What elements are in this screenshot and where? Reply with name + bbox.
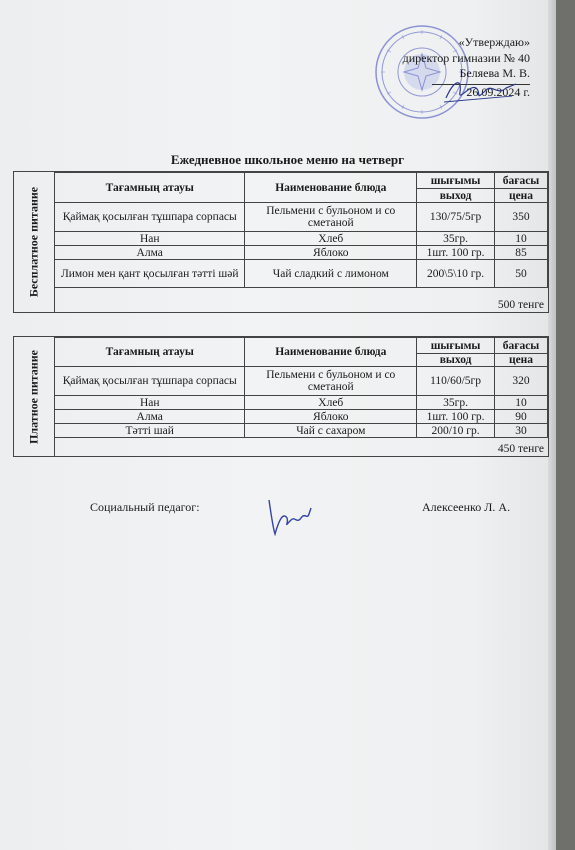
paid-meal-table [54,337,548,438]
header-price-ru: цена [495,354,548,367]
table-row: Нан Хлеб 35гр. 10 [55,232,548,246]
menu-title: Ежедневное школьное меню на четверг [170,152,405,167]
pedagogue-signature [265,494,315,538]
free-meal-table [54,172,548,288]
approval-date: 26.09.2024 г. [432,84,530,101]
header-yield-ru: выход [417,189,495,203]
director-signature [440,74,520,108]
header-price-kz: бағасы [495,338,548,354]
approval-person: Беляева М. В. [459,66,530,80]
paid-meal-section [13,336,549,457]
page-edge-shadow [548,0,556,850]
table-row: Алма Яблоко 1шт. 100 гр. 90 [55,410,548,424]
header-price-kz: бағасы [495,173,548,189]
header-kz-name: Тағамның атауы [55,173,245,203]
header-yield-ru: выход [417,354,495,367]
approval-position: директор гимназии № 40 [402,50,530,65]
table-row: Лимон мен қант қосылған тәтті шәй Чай сладкий с лимоном 200\5\10 гр. 50 [55,260,548,288]
footer-role: Социальный педагог: [90,500,200,514]
header-yield-kz: шығымы [417,338,495,354]
table-row: Нан Хлеб 35гр. 10 [55,396,548,410]
header-ru-name: Наименование блюда [245,173,417,203]
free-meal-section [13,171,549,313]
header-yield-kz: шығымы [417,173,495,189]
table-row: Қаймақ қосылған тұшпара сорпасы Пельмени с бульоном и со сметаной 130/75/5гр 350 [55,203,548,232]
free-meal-total: 500 тенге [497,299,544,311]
free-meal-side-label: Бесплатное питание [14,172,55,312]
paid-meal-side-label: Платное питание [14,337,55,456]
header-price-ru: цена [495,189,548,203]
table-row: Алма Яблоко 1шт. 100 гр. 85 [55,246,548,260]
paid-meal-total: 450 тенге [497,443,544,455]
header-kz-name: Тағамның атауы [55,338,245,367]
table-row: Қаймақ қосылған тұшпара сорпасы Пельмени с бульоном и со сметаной 110/60/5гр 320 [55,367,548,396]
footer-name: Алексеенко Л. А. [422,500,511,514]
approval-heading: «Утверждаю» [458,35,530,49]
header-ru-name: Наименование блюда [245,338,417,367]
table-row: Тәтті шай Чай с сахаром 200/10 гр. 30 [55,424,548,438]
